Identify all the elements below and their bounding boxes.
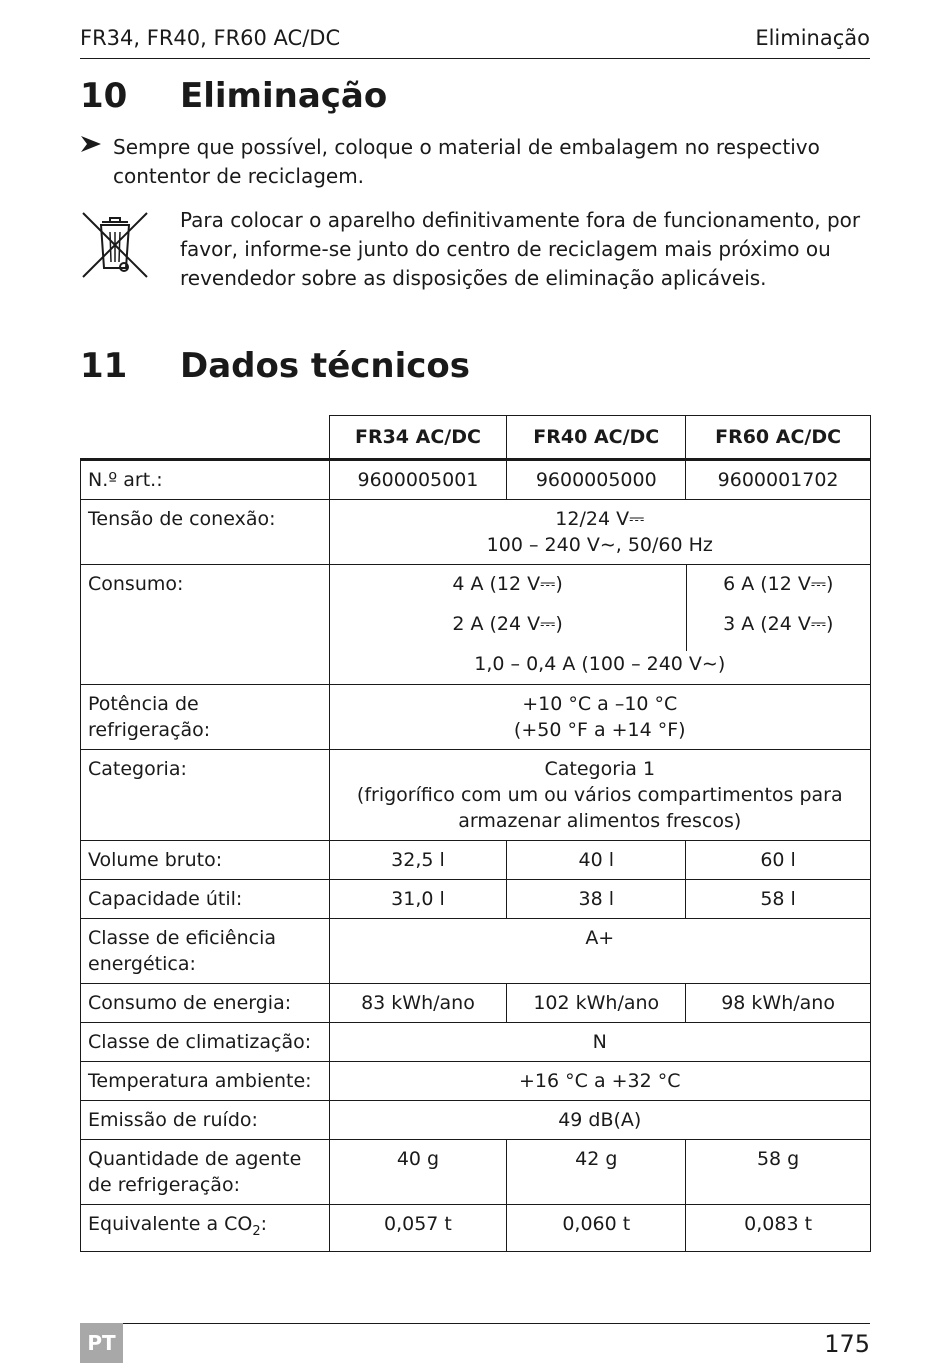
model-header: FR60 AC/DC — [686, 416, 871, 460]
table-cell: 9600005001 — [329, 460, 507, 500]
table-row — [81, 1101, 871, 1140]
table-row — [81, 565, 871, 685]
row-label: Potência de refrigeração: — [81, 685, 330, 750]
table-cell: 42 g — [507, 1140, 686, 1205]
table-row — [81, 841, 871, 880]
running-header-section: Eliminação — [755, 26, 870, 50]
row-label: Classe de climatização: — [81, 1023, 330, 1062]
table-cell: A+ — [329, 919, 870, 984]
table-cell: 38 l — [507, 880, 686, 919]
footer-rule — [80, 1323, 870, 1324]
row-label: Equivalente a $CO_2$: — [81, 1205, 330, 1252]
row-label: Consumo de energia: — [81, 984, 330, 1023]
header-rule — [80, 58, 870, 59]
table-cell: 83 kWh/ano — [329, 984, 507, 1023]
section-number: 10 — [80, 76, 128, 116]
packaging-instruction: Sempre que possível, coloque o material de embalagem no respectivo contentor de reciclagem. — [113, 135, 820, 188]
row-label: Categoria: — [81, 750, 330, 841]
row-label: Temperatura ambiente: — [81, 1062, 330, 1101]
crossed-bin-icon — [80, 210, 150, 280]
section-title: Eliminação — [180, 76, 388, 116]
row-label: N.º art.: — [81, 460, 330, 500]
table-cell: 9600001702 — [686, 460, 871, 500]
table-cell: 0,057 t — [329, 1205, 507, 1252]
table-cell: +16 °C a +32 °C — [329, 1062, 870, 1101]
table-row — [81, 1023, 871, 1062]
disposal-text: Para colocar o aparelho definitivamente fora de funcionamento, por favor, informe-se junto do centro de reciclagem mais próximo ou revendedor sobre as disposições de eliminação aplicáveis. — [180, 208, 861, 290]
page-number: 175 — [824, 1330, 870, 1358]
row-label: Emissão de ruído: — [81, 1101, 330, 1140]
empty-cell — [81, 416, 330, 460]
table-cell: 58 g — [686, 1140, 871, 1205]
table-cell: N — [329, 1023, 870, 1062]
table-row — [81, 919, 871, 984]
running-header-title: FR34, FR40, FR60 AC/DC — [80, 26, 341, 50]
consumption-fr60: 6 A (12 V⎓) 3 A (24 V⎓) — [723, 573, 834, 635]
row-label: Quantidade de agente de refrigeração: — [81, 1140, 330, 1205]
technical-data-table — [80, 415, 871, 1252]
row-label: Tensão de conexão: — [81, 500, 330, 565]
consumption-cell: 4 A (12 V⎓) 2 A (24 V⎓) 6 A (12 V⎓) 3 A (24 V⎓) 1,0 – 0,4 A (100 – 240 V∼) — [329, 565, 870, 685]
table-cell: Categoria 1 (frigorífico com um ou vários compartimentos para armazenar alimentos frescos) — [329, 750, 870, 841]
table-row — [81, 460, 871, 500]
row-label: Capacidade útil: — [81, 880, 330, 919]
consumption-fr34-fr40: 4 A (12 V⎓) 2 A (24 V⎓) — [330, 565, 687, 651]
row-label: Classe de eficiência energética: — [81, 919, 330, 984]
language-badge: PT — [80, 1323, 123, 1363]
table-cell: 49 dB(A) — [329, 1101, 870, 1140]
table-row — [81, 1140, 871, 1205]
table-cell: 12/24 V⎓ 100 – 240 V∼, 50/60 Hz — [329, 500, 870, 565]
section-number: 11 — [80, 346, 128, 386]
section-title: Dados técnicos — [180, 346, 471, 386]
row-label: Volume bruto: — [81, 841, 330, 880]
table-cell: 102 kWh/ano — [507, 984, 686, 1023]
table-cell: 32,5 l — [329, 841, 507, 880]
table-header-row — [81, 416, 871, 460]
table-cell: 58 l — [686, 880, 871, 919]
table-cell: 60 l — [686, 841, 871, 880]
table-cell: 40 l — [507, 841, 686, 880]
row-label: Consumo: — [81, 565, 330, 685]
table-row — [81, 750, 871, 841]
table-cell: 98 kWh/ano — [686, 984, 871, 1023]
model-header: FR40 AC/DC — [507, 416, 686, 460]
table-cell: 0,060 t — [507, 1205, 686, 1252]
table-row — [81, 685, 871, 750]
arrow-bullet-icon — [80, 133, 102, 155]
table-row — [81, 1062, 871, 1101]
table-row — [81, 1205, 871, 1252]
table-cell: +10 °C a –10 °C (+50 °F a +14 °F) — [329, 685, 870, 750]
table-row — [81, 500, 871, 565]
table-cell: 0,083 t — [686, 1205, 871, 1252]
table-cell: 31,0 l — [329, 880, 507, 919]
table-row — [81, 984, 871, 1023]
table-row — [81, 880, 871, 919]
model-header: FR34 AC/DC — [329, 416, 507, 460]
table-cell: 9600005000 — [507, 460, 686, 500]
table-cell: 40 g — [329, 1140, 507, 1205]
